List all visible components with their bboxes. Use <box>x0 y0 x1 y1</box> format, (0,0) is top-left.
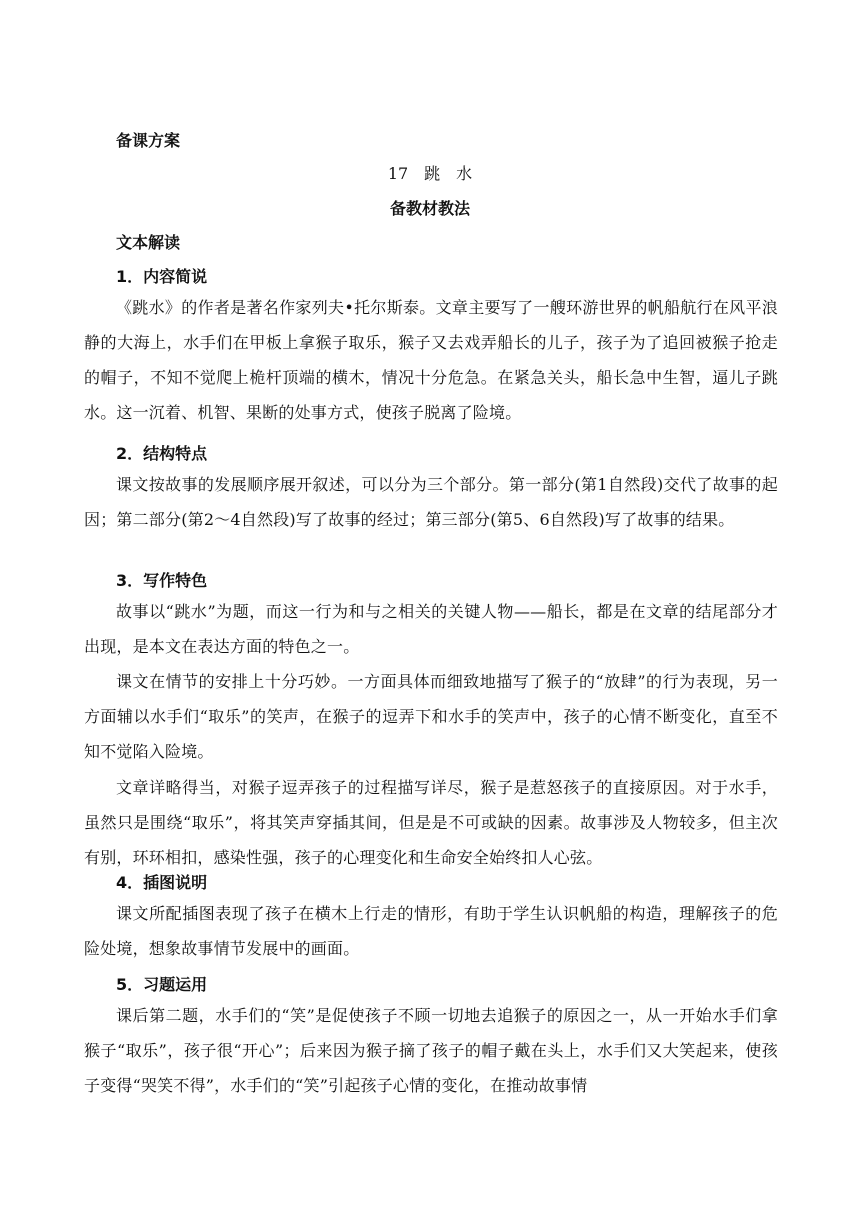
paragraph: 故事以“跳水”为题，而这一行为和与之相关的关键人物——船长，都是在文章的结尾部分才出现，是本文在表达方面的特色之一。 <box>84 602 778 656</box>
section-heading-exercises: 5．习题运用 <box>116 975 208 994</box>
section-title: 备教材教法 <box>389 199 470 218</box>
paragraph: 课文所配插图表现了孩子在横木上行走的情形，有助于学生认识帆船的构造，理解孩子的危险处境，想象故事情节发展中的画面。 <box>84 904 778 958</box>
paragraph: 《跳水》的作者是著名作家列夫•托尔斯泰。文章主要写了一艘环游世界的帆船航行在风平浪静的大海上，水手们在甲板上拿猴子取乐，猴子又去戏弄船长的儿子，孩子为了追回被猴子抢走的帽子，不知不觉爬上桅杆顶端的横木，情况十分危急。在紧急关头，船长急中生智，逼儿子跳水。这一沉着、机智、果断的处事方式，使孩子脱离了险境。 <box>84 298 778 422</box>
paragraph: 课文在情节的安排上十分巧妙。一方面具体而细致地描写了猴子的“放肆”的行为表现，另一方面辅以水手们“取乐”的笑声，在猴子的逗弄下和水手的笑声中，孩子的心情不断变化，直至不知不觉陷入险境。 <box>84 672 778 761</box>
header-label: 备课方案 <box>116 131 181 150</box>
part-title: 文本解读 <box>116 233 181 252</box>
lesson-title: 17 跳 水 <box>387 164 473 183</box>
section-heading-structure: 2．结构特点 <box>116 444 208 463</box>
section-heading-writing-features: 3．写作特色 <box>116 571 208 590</box>
section-heading-content-summary: 1．内容简说 <box>116 267 208 286</box>
paragraph: 文章详略得当，对猴子逗弄孩子的过程描写详尽，猴子是惹怒孩子的直接原因。对于水手，虽然只是围绕“取乐”，将其笑声穿插其间，但是是不可或缺的因素。故事涉及人物较多，但主次有别，环环相扣，感染性强，孩子的心理变化和生命安全始终扣人心弦。 <box>84 778 778 867</box>
section-heading-illustration: 4．插图说明 <box>116 873 208 892</box>
paragraph: 课文按故事的发展顺序展开叙述，可以分为三个部分。第一部分(第1自然段)交代了故事的起因；第二部分(第2～4自然段)写了故事的经过；第三部分(第5、6自然段)写了故事的结果。 <box>84 475 778 529</box>
paragraph: 课后第二题，水手们的“笑”是促使孩子不顾一切地去追猴子的原因之一，从一开始水手们拿猴子“取乐”，孩子很“开心”；后来因为猴子摘了孩子的帽子戴在头上，水手们又大笑起来，使孩子变得“哭笑不得”，水手们的“笑”引起孩子心情的变化，在推动故事情 <box>84 1006 778 1095</box>
